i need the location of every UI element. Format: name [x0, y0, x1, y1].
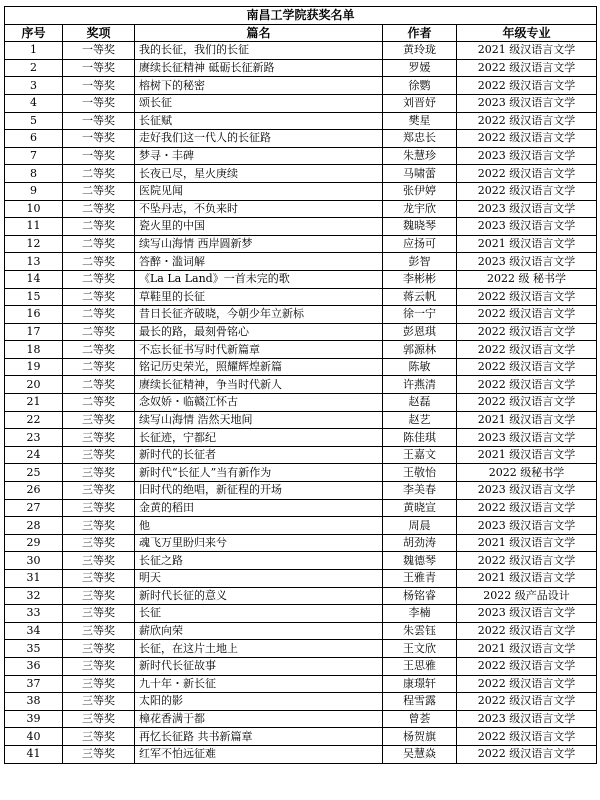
- table-row: [5, 657, 597, 675]
- cell-award: 一等奖: [63, 94, 135, 112]
- cell-num: 12: [5, 235, 63, 253]
- cell-work-title: 新时代“长征人”当有新作为: [135, 464, 383, 482]
- cell-num: 13: [5, 253, 63, 271]
- cell-author: 樊星: [383, 112, 457, 130]
- cell-num: 28: [5, 517, 63, 535]
- cell-work-title: 赓续长征精神，争当时代新人: [135, 376, 383, 394]
- cell-work-title: 新时代的长征者: [135, 446, 383, 464]
- cell-award: 三等奖: [63, 710, 135, 728]
- cell-grade: 2023 级汉语言文学: [457, 482, 597, 500]
- cell-work-title: 我的长征，我们的长征: [135, 42, 383, 60]
- cell-work-title: 赓续长征精神 砥砺长征新路: [135, 59, 383, 77]
- cell-grade: 2022 级汉语言文学: [457, 77, 597, 95]
- cell-grade: 2022 级秘书学: [457, 464, 597, 482]
- cell-num: 30: [5, 552, 63, 570]
- header-author: 作者: [383, 24, 457, 42]
- cell-grade: 2022 级汉语言文学: [457, 112, 597, 130]
- cell-award: 三等奖: [63, 429, 135, 447]
- table-title: 南昌工学院获奖名单: [5, 7, 597, 25]
- table-row: [5, 235, 597, 253]
- cell-work-title: 太阳的影: [135, 693, 383, 711]
- cell-award: 三等奖: [63, 605, 135, 623]
- cell-grade: 2022 级汉语言文学: [457, 59, 597, 77]
- cell-grade: 2022 级汉语言文学: [457, 552, 597, 570]
- cell-work-title: 不忘长征书写时代新篇章: [135, 341, 383, 359]
- cell-work-title: 金黄的稻田: [135, 499, 383, 517]
- cell-work-title: 九十年・新长征: [135, 675, 383, 693]
- cell-author: 赵磊: [383, 394, 457, 412]
- cell-grade: 2023 级汉语言文学: [457, 200, 597, 218]
- cell-work-title: 明天: [135, 570, 383, 588]
- cell-award: 二等奖: [63, 341, 135, 359]
- cell-award: 三等奖: [63, 728, 135, 746]
- cell-work-title: 梦寻・丰碑: [135, 147, 383, 165]
- cell-author: 王敬怡: [383, 464, 457, 482]
- cell-work-title: 念奴娇・临赣江怀古: [135, 394, 383, 412]
- cell-author: 罗媛: [383, 59, 457, 77]
- cell-award: 二等奖: [63, 358, 135, 376]
- cell-award: 一等奖: [63, 130, 135, 148]
- cell-award: 三等奖: [63, 693, 135, 711]
- cell-num: 4: [5, 94, 63, 112]
- cell-author: 吴慧焱: [383, 745, 457, 763]
- cell-author: 曾荟: [383, 710, 457, 728]
- cell-author: 杨贺旗: [383, 728, 457, 746]
- cell-num: 21: [5, 394, 63, 412]
- header-row: [5, 24, 597, 42]
- cell-work-title: 新时代长征故事: [135, 657, 383, 675]
- cell-grade: 2021 级汉语言文学: [457, 446, 597, 464]
- cell-work-title: 医院见闻: [135, 182, 383, 200]
- cell-num: 2: [5, 59, 63, 77]
- table-row: [5, 622, 597, 640]
- table-row: [5, 517, 597, 535]
- cell-work-title: 昔日长征齐破晓，今朝少年立新标: [135, 306, 383, 324]
- cell-work-title: 最长的路，最刻骨铭心: [135, 323, 383, 341]
- cell-num: 9: [5, 182, 63, 200]
- award-list-table: [4, 6, 597, 764]
- cell-grade: 2022 级汉语言文学: [457, 693, 597, 711]
- cell-author: 朱慧珍: [383, 147, 457, 165]
- cell-award: 二等奖: [63, 394, 135, 412]
- cell-grade: 2022 级汉语言文学: [457, 622, 597, 640]
- cell-grade: 2023 级汉语言文学: [457, 94, 597, 112]
- cell-grade: 2023 级汉语言文学: [457, 710, 597, 728]
- cell-author: 郭源林: [383, 341, 457, 359]
- cell-work-title: 长征: [135, 605, 383, 623]
- title-row: [5, 7, 597, 25]
- table-row: [5, 394, 597, 412]
- cell-work-title: 魂飞万里盼归来兮: [135, 534, 383, 552]
- cell-num: 14: [5, 270, 63, 288]
- cell-grade: 2022 级汉语言文学: [457, 306, 597, 324]
- cell-author: 张伊婷: [383, 182, 457, 200]
- cell-num: 1: [5, 42, 63, 60]
- cell-author: 魏德琴: [383, 552, 457, 570]
- table-row: [5, 534, 597, 552]
- cell-author: 郑忠长: [383, 130, 457, 148]
- cell-award: 三等奖: [63, 517, 135, 535]
- cell-num: 16: [5, 306, 63, 324]
- cell-author: 黄晓宣: [383, 499, 457, 517]
- cell-num: 40: [5, 728, 63, 746]
- cell-num: 7: [5, 147, 63, 165]
- cell-author: 周晨: [383, 517, 457, 535]
- cell-award: 二等奖: [63, 306, 135, 324]
- cell-award: 三等奖: [63, 640, 135, 658]
- cell-num: 11: [5, 218, 63, 236]
- cell-award: 三等奖: [63, 499, 135, 517]
- cell-num: 35: [5, 640, 63, 658]
- cell-work-title: 薪欣向荣: [135, 622, 383, 640]
- table-row: [5, 42, 597, 60]
- cell-num: 33: [5, 605, 63, 623]
- table-row: [5, 341, 597, 359]
- cell-num: 5: [5, 112, 63, 130]
- cell-author: 朱雲钰: [383, 622, 457, 640]
- cell-author: 应扬可: [383, 235, 457, 253]
- cell-num: 20: [5, 376, 63, 394]
- cell-work-title: 长征赋: [135, 112, 383, 130]
- cell-author: 马啸蕾: [383, 165, 457, 183]
- header-num: 序号: [5, 24, 63, 42]
- cell-grade: 2022 级汉语言文学: [457, 394, 597, 412]
- table-row: [5, 499, 597, 517]
- cell-grade: 2021 级汉语言文学: [457, 640, 597, 658]
- cell-num: 39: [5, 710, 63, 728]
- cell-author: 胡劲涛: [383, 534, 457, 552]
- table-row: [5, 570, 597, 588]
- cell-grade: 2022 级汉语言文学: [457, 130, 597, 148]
- cell-grade: 2021 级汉语言文学: [457, 42, 597, 60]
- cell-num: 15: [5, 288, 63, 306]
- cell-num: 23: [5, 429, 63, 447]
- table-row: [5, 411, 597, 429]
- cell-grade: 2022 级汉语言文学: [457, 165, 597, 183]
- cell-award: 三等奖: [63, 446, 135, 464]
- cell-work-title: 旧时代的绝唱，新征程的开场: [135, 482, 383, 500]
- cell-award: 三等奖: [63, 675, 135, 693]
- cell-grade: 2022 级汉语言文学: [457, 182, 597, 200]
- cell-grade: 2021 级汉语言文学: [457, 534, 597, 552]
- cell-work-title: 长征，在这片土地上: [135, 640, 383, 658]
- cell-author: 王雅青: [383, 570, 457, 588]
- header-award: 奖项: [63, 24, 135, 42]
- cell-author: 魏晓琴: [383, 218, 457, 236]
- cell-num: 24: [5, 446, 63, 464]
- cell-author: 黄玲珑: [383, 42, 457, 60]
- cell-work-title: 草鞋里的长征: [135, 288, 383, 306]
- cell-award: 二等奖: [63, 376, 135, 394]
- table-row: [5, 728, 597, 746]
- table-row: [5, 710, 597, 728]
- cell-work-title: 续写山海情 浩然天地间: [135, 411, 383, 429]
- cell-author: 蒋云帆: [383, 288, 457, 306]
- cell-grade: 2021 级汉语言文学: [457, 570, 597, 588]
- cell-author: 程雪露: [383, 693, 457, 711]
- table-row: [5, 59, 597, 77]
- table-row: [5, 745, 597, 763]
- cell-author: 王嘉文: [383, 446, 457, 464]
- cell-grade: 2022 级汉语言文学: [457, 657, 597, 675]
- cell-award: 三等奖: [63, 552, 135, 570]
- cell-grade: 2022 级汉语言文学: [457, 675, 597, 693]
- cell-author: 王文欣: [383, 640, 457, 658]
- cell-award: 二等奖: [63, 218, 135, 236]
- table-row: [5, 182, 597, 200]
- cell-work-title: 红军不怕远征难: [135, 745, 383, 763]
- cell-author: 彭恩琪: [383, 323, 457, 341]
- cell-award: 三等奖: [63, 570, 135, 588]
- header-work: 篇名: [135, 24, 383, 42]
- cell-award: 一等奖: [63, 59, 135, 77]
- cell-award: 一等奖: [63, 77, 135, 95]
- table-row: [5, 640, 597, 658]
- cell-work-title: 长征迹，宁都纪: [135, 429, 383, 447]
- cell-grade: 2023 级汉语言文学: [457, 517, 597, 535]
- cell-work-title: 榕树下的秘密: [135, 77, 383, 95]
- table-row: [5, 200, 597, 218]
- cell-author: 龙宇欣: [383, 200, 457, 218]
- cell-author: 许燕清: [383, 376, 457, 394]
- cell-author: 李美春: [383, 482, 457, 500]
- cell-grade: 2023 级汉语言文学: [457, 218, 597, 236]
- cell-award: 三等奖: [63, 622, 135, 640]
- cell-work-title: 他: [135, 517, 383, 535]
- cell-work-title: 铭记历史荣光，照耀辉煌新篇: [135, 358, 383, 376]
- cell-author: 王思雅: [383, 657, 457, 675]
- cell-author: 陈佳琪: [383, 429, 457, 447]
- cell-author: 徐一宁: [383, 306, 457, 324]
- cell-grade: 2022 级汉语言文学: [457, 341, 597, 359]
- cell-award: 一等奖: [63, 42, 135, 60]
- cell-work-title: 长征之路: [135, 552, 383, 570]
- cell-award: 一等奖: [63, 147, 135, 165]
- cell-grade: 2022 级汉语言文学: [457, 288, 597, 306]
- cell-num: 32: [5, 587, 63, 605]
- cell-grade: 2023 级汉语言文学: [457, 429, 597, 447]
- cell-grade: 2022 级汉语言文学: [457, 745, 597, 763]
- table-row: [5, 218, 597, 236]
- cell-grade: 2022 级产品设计: [457, 587, 597, 605]
- table-row: [5, 552, 597, 570]
- cell-author: 赵艺: [383, 411, 457, 429]
- table-row: [5, 358, 597, 376]
- table-row: [5, 130, 597, 148]
- cell-grade: 2022 级汉语言文学: [457, 728, 597, 746]
- cell-award: 二等奖: [63, 323, 135, 341]
- cell-num: 10: [5, 200, 63, 218]
- table-row: [5, 288, 597, 306]
- cell-num: 25: [5, 464, 63, 482]
- cell-grade: 2021 级汉语言文学: [457, 411, 597, 429]
- table-row: [5, 306, 597, 324]
- cell-num: 8: [5, 165, 63, 183]
- table-row: [5, 446, 597, 464]
- header-grade: 年级专业: [457, 24, 597, 42]
- cell-award: 二等奖: [63, 165, 135, 183]
- cell-grade: 2022 级汉语言文学: [457, 499, 597, 517]
- cell-author: 李彬彬: [383, 270, 457, 288]
- cell-work-title: 《La La Land》一首未完的歌: [135, 270, 383, 288]
- cell-grade: 2022 级汉语言文学: [457, 358, 597, 376]
- cell-num: 6: [5, 130, 63, 148]
- cell-award: 三等奖: [63, 657, 135, 675]
- cell-work-title: 新时代长征的意义: [135, 587, 383, 605]
- cell-num: 22: [5, 411, 63, 429]
- cell-award: 三等奖: [63, 745, 135, 763]
- cell-work-title: 长夜已尽，星火庚续: [135, 165, 383, 183]
- cell-work-title: 颂长征: [135, 94, 383, 112]
- cell-award: 二等奖: [63, 270, 135, 288]
- cell-grade: 2023 级汉语言文学: [457, 253, 597, 271]
- cell-award: 二等奖: [63, 200, 135, 218]
- cell-award: 一等奖: [63, 112, 135, 130]
- table-row: [5, 587, 597, 605]
- table-body: [5, 42, 597, 763]
- table-row: [5, 376, 597, 394]
- table-row: [5, 482, 597, 500]
- cell-award: 三等奖: [63, 482, 135, 500]
- table-row: [5, 94, 597, 112]
- cell-num: 36: [5, 657, 63, 675]
- cell-work-title: 樟花香满于都: [135, 710, 383, 728]
- cell-work-title: 再忆长征路 共书新篇章: [135, 728, 383, 746]
- table-row: [5, 77, 597, 95]
- cell-award: 二等奖: [63, 288, 135, 306]
- table-row: [5, 112, 597, 130]
- cell-author: 刘晋妤: [383, 94, 457, 112]
- cell-award: 二等奖: [63, 253, 135, 271]
- cell-num: 19: [5, 358, 63, 376]
- cell-author: 李楠: [383, 605, 457, 623]
- cell-award: 三等奖: [63, 464, 135, 482]
- cell-work-title: 不坠丹志，不负来时: [135, 200, 383, 218]
- cell-grade: 2022 级 秘书学: [457, 270, 597, 288]
- cell-work-title: 续写山海情 西岸圆新梦: [135, 235, 383, 253]
- cell-num: 38: [5, 693, 63, 711]
- cell-grade: 2022 级汉语言文学: [457, 323, 597, 341]
- cell-award: 二等奖: [63, 182, 135, 200]
- cell-award: 三等奖: [63, 534, 135, 552]
- cell-award: 二等奖: [63, 235, 135, 253]
- table-row: [5, 323, 597, 341]
- table-row: [5, 253, 597, 271]
- cell-grade: 2022 级汉语言文学: [457, 376, 597, 394]
- cell-author: 徐鹦: [383, 77, 457, 95]
- cell-num: 34: [5, 622, 63, 640]
- cell-num: 41: [5, 745, 63, 763]
- cell-num: 37: [5, 675, 63, 693]
- cell-num: 29: [5, 534, 63, 552]
- cell-num: 31: [5, 570, 63, 588]
- cell-award: 三等奖: [63, 587, 135, 605]
- cell-award: 三等奖: [63, 411, 135, 429]
- table-row: [5, 605, 597, 623]
- cell-author: 陈敏: [383, 358, 457, 376]
- table-row: [5, 147, 597, 165]
- table-row: [5, 165, 597, 183]
- table-row: [5, 429, 597, 447]
- table-row: [5, 693, 597, 711]
- cell-work-title: 瓷火里的中国: [135, 218, 383, 236]
- cell-author: 彭智: [383, 253, 457, 271]
- cell-num: 17: [5, 323, 63, 341]
- cell-author: 杨铭睿: [383, 587, 457, 605]
- cell-grade: 2023 级汉语言文学: [457, 605, 597, 623]
- cell-grade: 2023 级汉语言文学: [457, 147, 597, 165]
- cell-num: 18: [5, 341, 63, 359]
- cell-num: 27: [5, 499, 63, 517]
- cell-num: 3: [5, 77, 63, 95]
- cell-work-title: 走好我们这一代人的长征路: [135, 130, 383, 148]
- cell-num: 26: [5, 482, 63, 500]
- cell-grade: 2021 级汉语言文学: [457, 235, 597, 253]
- table-row: [5, 270, 597, 288]
- table-row: [5, 464, 597, 482]
- cell-work-title: 答醉・滥词解: [135, 253, 383, 271]
- cell-author: 康璟轩: [383, 675, 457, 693]
- table-row: [5, 675, 597, 693]
